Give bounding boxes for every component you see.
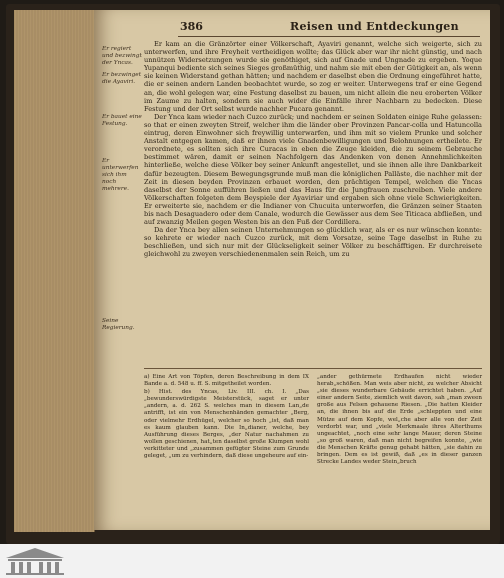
footnote: a) Eine Art von Töpfen, deren Beschreibung in dem IX Bande a. d. 548 u. ff. S. mitgetheilet worden.	[144, 374, 309, 388]
footnote-divider	[144, 368, 482, 369]
page-edges	[14, 10, 95, 532]
footnote-column-left	[144, 374, 309, 467]
paragraph: Da der Ynca bey allen seinen Unternehmungen so glücklich war, als er es nur wünschen konnte: so kehrete er wieder nach Cuzco zurück, mit dem Vorsatze, seine Tage daselbst in Ruhe zu beschließen, und sich nur mit der Glückseligkeit seiner Völker zu beschäfftigen. Er durchreisete gleichwohl zu zweyen verschiedenenmalen sein Reich, um zu	[144, 226, 482, 259]
footnote: b) Hist. des Yncas, Liv. III. ch. I. „Das „bewunderswürdigste Meisterstück, saget er unter „andern, a. d. 262 S. welches man in diesem Lan„de antrifft, ist ein von Menschenhänden gemachter „Berg, oder vielmehr Erdhügel, welcher so hoch „ist, daß man es kaum glauben kann. Die In„dianer, welche, bey Ausführung dieses Berges, „der Natur nachahmen zu wollen geschienen, hat„ten daselbst große Klumpen wohl verkitteter und „zusammen gefügter Steine zum Grunde geleget, „um zu verhindern, daß diese ungeheure auf ein-	[144, 389, 309, 460]
margin-note: Er regiert und bezwingt der Yncas.	[102, 46, 142, 66]
running-header: Reisen und Entdeckungen	[290, 20, 459, 33]
body-text	[144, 40, 482, 259]
page-number: 386	[180, 20, 203, 33]
margin-note: Er bauet eine Festung.	[102, 114, 142, 127]
paragraph: Der Ynca kam wieder nach Cuzco zurück; und nachdem er seinen Soldaten einige Ruhe gelassen: so that er einen zweyten Streif, welcher ihm die länder ober Provinzen Pancar-colla und Hatuncolla eintrug, deren Einwohner sich freywillig unterwarfen, und ihm mit so vielem Prunke und solcher Anstalt entgegen kamen, daß er ihnen viele Gnadenbewilligungen und Belohnungen ertheilete. Er verordnete, es sollten sich ihre Curacas in eben die Zeuge kleiden, die zu seinem Gebrauche bestimmet wären, damit er seinen Nachfolgern das Andenken von denen Annehmlichkeiten hinterließe, welche diese Völker bey seiner Ankunft angestellet, und sie ihnen alle ihre Dankbarkeit dafür bezeugten. Diesem Bewegungsgrunde muß man die königlichen Palläste, die nachher mit der Zeit in diesen beyden Provinzen erbauet worden, den prächtigen Tempel, welchen die Yncas daselbst der Sonne aufführen ließen und das Haus für die Jungfrauen zuschreiben. Viele andere Völkerschaften folgeten dem Beyspiele der Ayaviriar und ergaben sich ohne viele Schwierigkeiten. Er erweiterte sie, nachdem er die Indianer von Chucuita unterworfen, die Gränzen seiner Staaten bis nach Desaguadero oder dem Canale, wodurch die Gewässer aus dem See Titicaca abfließen, und auf zwanzig Meilen gegen Westen bis an den Fuß der Cordillera.	[144, 112, 482, 227]
library-logo-icon	[4, 546, 66, 576]
margin-note: Seine Regierung.	[102, 318, 135, 331]
footnote-column-right	[317, 374, 482, 467]
book-page	[94, 10, 490, 530]
footnote: „ander gethürmete Erdhaufen nicht wieder herab„schößen. Man weis aber nicht, zu welcher Absicht „sie dieses wunderbare Gebäude errichtet haben. „Auf einer andern Seite, ziemlich weit davon, sah „man zween große aus Felsen gehauene Riesen. „Die hatten Kleider an, die ihnen bis auf die Erde „schleppten und eine Mütze auf dem Kopfe, wel„che aber alle von der Zeit verdorbt war, und „viele Merkmaale ihres Alterthums ungeachtet, „noch eine sehr lange Mauer, deren Steine „so groß waren, daß man nicht begreifen konnte, „wie die Menschen Kräfte genug gehabt hätten, „sie dahin zu bringen. Dem es ist gewiß, daß „es in dieser ganzen Strecke Landes weder Stein„bruch	[317, 374, 482, 466]
header-rule	[178, 36, 480, 37]
paragraph: Er kam an die Gränzörter einer Völkerschaft, Ayaviri genannt, welche sich weigerte, sich zu unterwerfen, und ihre Freyheit vertheidigen wollte; das Glück aber war ihr nicht günstig, und nach unnützen Widersetzungen wurde sie genöthiget, sich auf Gnade und Ungnade zu ergeben. Yoque Yupanqui bediente sich seines Sieges großmüthig, und nahm sie mit eben der Gütigkeit an, als wenn sie keinen Widerstand gethan hätten; und nachdem er daselbst eben die Ordnung eingeführet hatte, die er seinen andern Landen beobachtet wurde, so zog er weiter. Unterwegens traf er eine Gegend an, die wohl gelegen war, eine Festung daselbst zu bauen, um nicht allein die neu eroberten Völker im Zaume zu halten, sondern sie auch wider die Einfälle ihrer Nachbarn zu bedecken. Diese Festung und der Ort selbst wurde nachher Pucara genannt.	[144, 40, 482, 113]
footnotes	[144, 374, 482, 467]
margin-note: Er unterwerfen sich ihm noch mehrere.	[102, 158, 139, 192]
viewer-bottom-bar	[0, 544, 504, 578]
margin-note: Er bezwinget die Ayaviri.	[102, 72, 142, 85]
